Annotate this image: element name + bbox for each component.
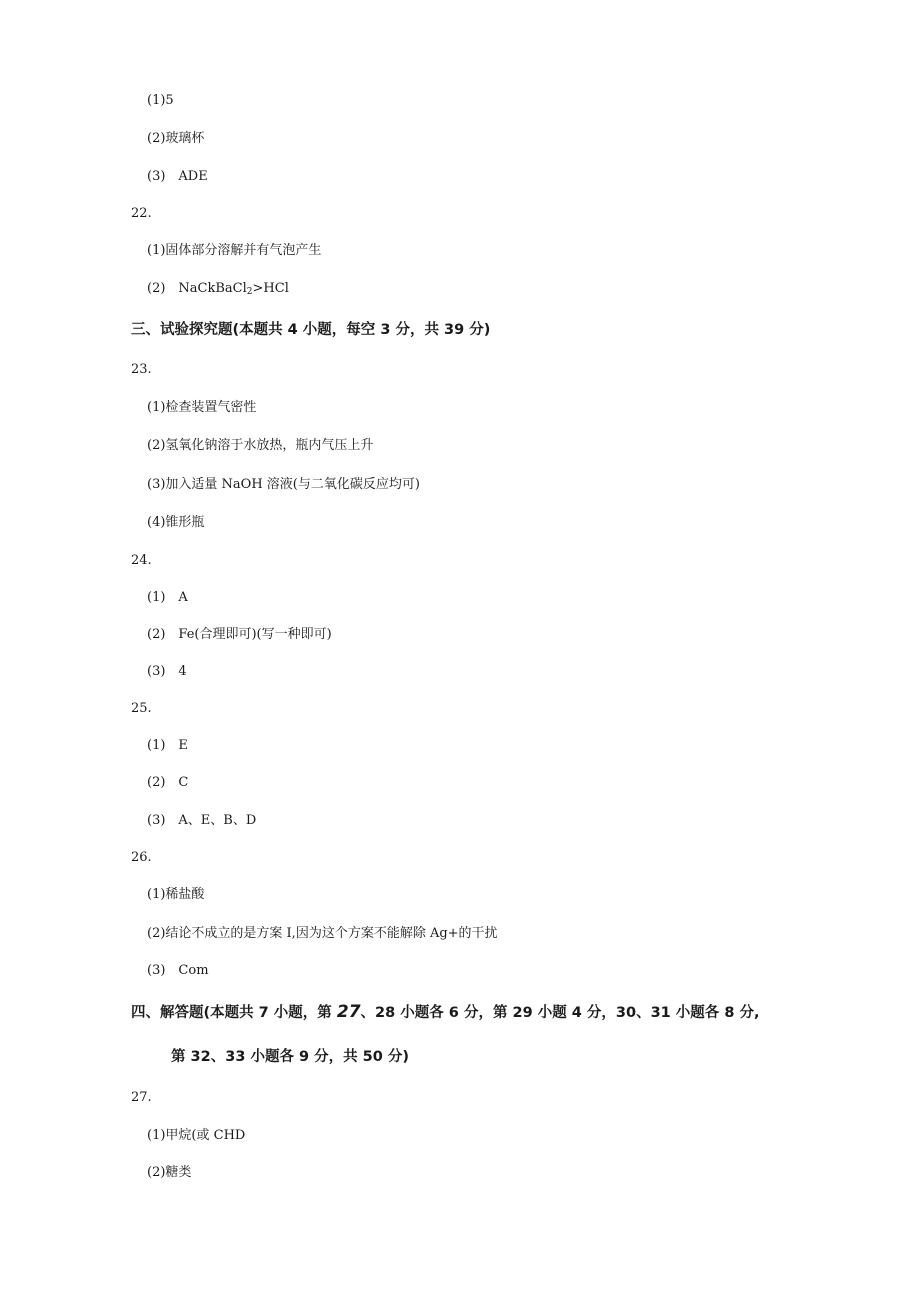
answer-line: (2)结论不成立的是方案 I,因为这个方案不能解除 Ag+的干扰 bbox=[147, 926, 498, 941]
question-number: 26. bbox=[131, 850, 152, 865]
answer-line: (3)加入适量 NaOH 溶液(与二氧化碳反应均可) bbox=[147, 477, 420, 492]
answer-line: (1)甲烷(或 CHD bbox=[147, 1128, 246, 1143]
answer-line: (3) 4 bbox=[147, 664, 187, 679]
answer-line: (2)玻璃杯 bbox=[147, 131, 205, 146]
answer-line bbox=[147, 280, 289, 301]
question-number: 24. bbox=[131, 553, 152, 568]
answer-line: (3) A、E、B、D bbox=[147, 813, 257, 828]
answer-line: (2) Fe(合理即可)(写一种即可) bbox=[147, 627, 332, 642]
answer-line: (1)5 bbox=[147, 93, 174, 108]
answer-line: (3) Com bbox=[147, 963, 209, 978]
answer-line: (2)氢氧化钠溶于水放热，瓶内气压上升 bbox=[147, 438, 374, 453]
answer-text: >HCl bbox=[252, 281, 289, 296]
answer-line: (1)检查装置气密性 bbox=[147, 400, 257, 415]
question-number: 22. bbox=[131, 206, 152, 221]
answer-line: (1) A bbox=[147, 590, 188, 605]
answer-line: (1)固体部分溶解并有气泡产生 bbox=[147, 243, 322, 258]
answer-line: (1)稀盐酸 bbox=[147, 887, 205, 902]
answer-line: (2)糖类 bbox=[147, 1165, 192, 1180]
heading-text: 四、解答题(本题共 7 小题，第 bbox=[131, 1005, 337, 1021]
section-heading: 三、试验探究题(本题共 4 小题，每空 3 分，共 39 分) bbox=[131, 322, 491, 338]
heading-italic-number: 27 bbox=[336, 1002, 361, 1022]
question-number: 25. bbox=[131, 701, 152, 716]
question-number: 23. bbox=[131, 362, 152, 377]
subscript: 2 bbox=[246, 287, 253, 297]
answer-line: (1) E bbox=[147, 738, 188, 753]
answer-line: (4)锥形瓶 bbox=[147, 515, 205, 530]
heading-text: 、28 小题各 6 分，第 29 小题 4 分，30、31 小题各 8 分, bbox=[360, 1005, 760, 1021]
question-number: 27. bbox=[131, 1090, 152, 1105]
answer-line: (3) ADE bbox=[147, 169, 208, 184]
section-heading-continued: 第 32、33 小题各 9 分，共 50 分) bbox=[171, 1049, 410, 1065]
answer-line: (2) C bbox=[147, 775, 189, 790]
answer-text: (2) NaCkBaCl bbox=[147, 281, 247, 296]
section-heading bbox=[131, 1002, 760, 1023]
